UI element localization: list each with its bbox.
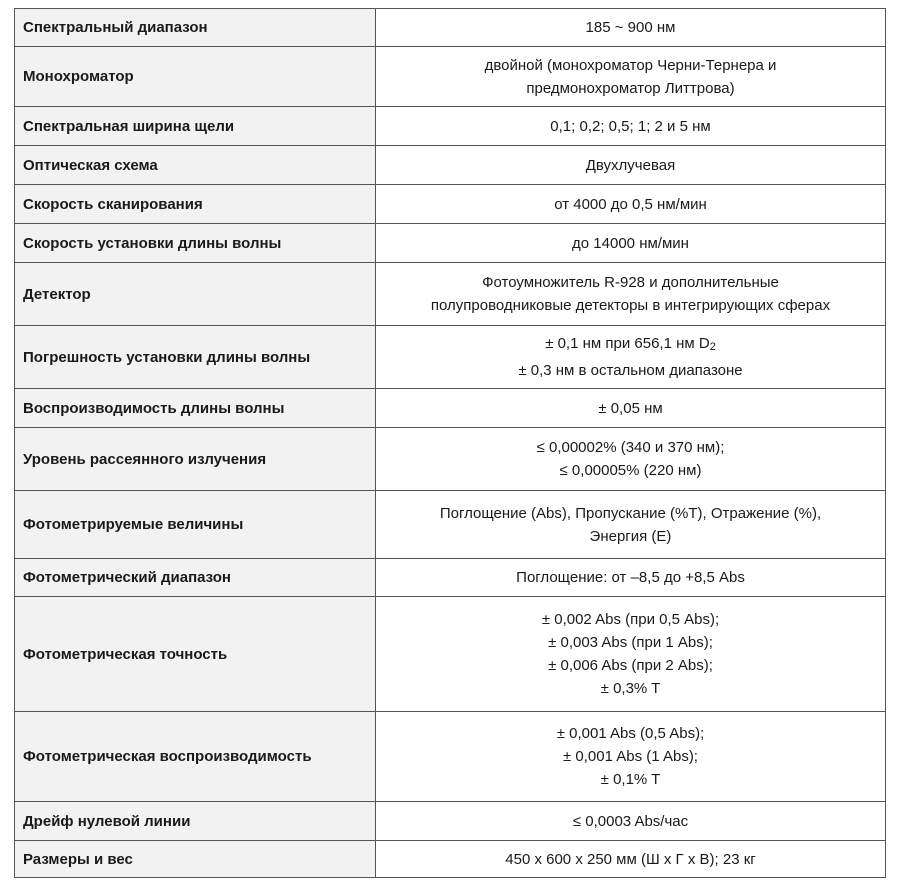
table-row xyxy=(15,224,886,263)
param-value: Поглощение (Abs), Пропускание (%T), Отражение (%), Энергия (E) xyxy=(376,491,886,559)
param-name: Спектральный диапазон xyxy=(15,9,376,47)
table-row xyxy=(15,263,886,326)
param-name: Уровень рассеянного излучения xyxy=(15,428,376,491)
param-name: Фотометрическая воспроизводимость xyxy=(15,712,376,802)
table-row xyxy=(15,185,886,224)
param-value: ± 0,001 Abs (0,5 Abs); ± 0,001 Abs (1 Abs); ± 0,1% T xyxy=(376,712,886,802)
table-row xyxy=(15,491,886,559)
param-name: Скорость установки длины волны xyxy=(15,224,376,263)
param-name: Размеры и вес xyxy=(15,841,376,878)
spec-table xyxy=(14,8,886,878)
param-name: Спектральная ширина щели xyxy=(15,107,376,146)
param-name: Воспроизводимость длины волны xyxy=(15,389,376,428)
table-row xyxy=(15,9,886,47)
param-value: Двухлучевая xyxy=(376,146,886,185)
table-row xyxy=(15,146,886,185)
param-name: Дрейф нулевой линии xyxy=(15,802,376,841)
table-row xyxy=(15,841,886,878)
table-row xyxy=(15,326,886,389)
param-name: Погрешность установки длины волны xyxy=(15,326,376,389)
param-name: Оптическая схема xyxy=(15,146,376,185)
param-value: Фотоумножитель R-928 и дополнительные полупроводниковые детекторы в интегрирующих сферах xyxy=(376,263,886,326)
param-value: 450 x 600 x 250 мм (Ш x Г x В); 23 кг xyxy=(376,841,886,878)
param-value: двойной (монохроматор Черни-Тернера и предмонохроматор Литтрова) xyxy=(376,47,886,107)
param-name: Скорость сканирования xyxy=(15,185,376,224)
param-name: Фотометрическая точность xyxy=(15,597,376,712)
param-name: Монохроматор xyxy=(15,47,376,107)
table-row xyxy=(15,428,886,491)
param-value: ± 0,002 Abs (при 0,5 Abs); ± 0,003 Abs (при 1 Abs); ± 0,006 Abs (при 2 Abs); ± 0,3% T xyxy=(376,597,886,712)
table-row xyxy=(15,712,886,802)
table-row xyxy=(15,802,886,841)
param-value: ≤ 0,0003 Abs/час xyxy=(376,802,886,841)
param-value: 185 ~ 900 нм xyxy=(376,9,886,47)
table-row xyxy=(15,47,886,107)
param-value: ± 0,1 нм при 656,1 нм D2 ± 0,3 нм в остальном диапазоне xyxy=(376,326,886,389)
table-row xyxy=(15,107,886,146)
param-value: от 4000 до 0,5 нм/мин xyxy=(376,185,886,224)
param-name: Фотометрируемые величины xyxy=(15,491,376,559)
param-value: ± 0,05 нм xyxy=(376,389,886,428)
subscript: 2 xyxy=(709,341,716,353)
param-value: до 14000 нм/мин xyxy=(376,224,886,263)
param-name: Детектор xyxy=(15,263,376,326)
table-row xyxy=(15,597,886,712)
param-name: Фотометрический диапазон xyxy=(15,559,376,597)
table-row xyxy=(15,559,886,597)
param-value: ≤ 0,00002% (340 и 370 нм); ≤ 0,00005% (220 нм) xyxy=(376,428,886,491)
param-value: 0,1; 0,2; 0,5; 1; 2 и 5 нм xyxy=(376,107,886,146)
param-value: Поглощение: от –8,5 до +8,5 Abs xyxy=(376,559,886,597)
table-row xyxy=(15,389,886,428)
